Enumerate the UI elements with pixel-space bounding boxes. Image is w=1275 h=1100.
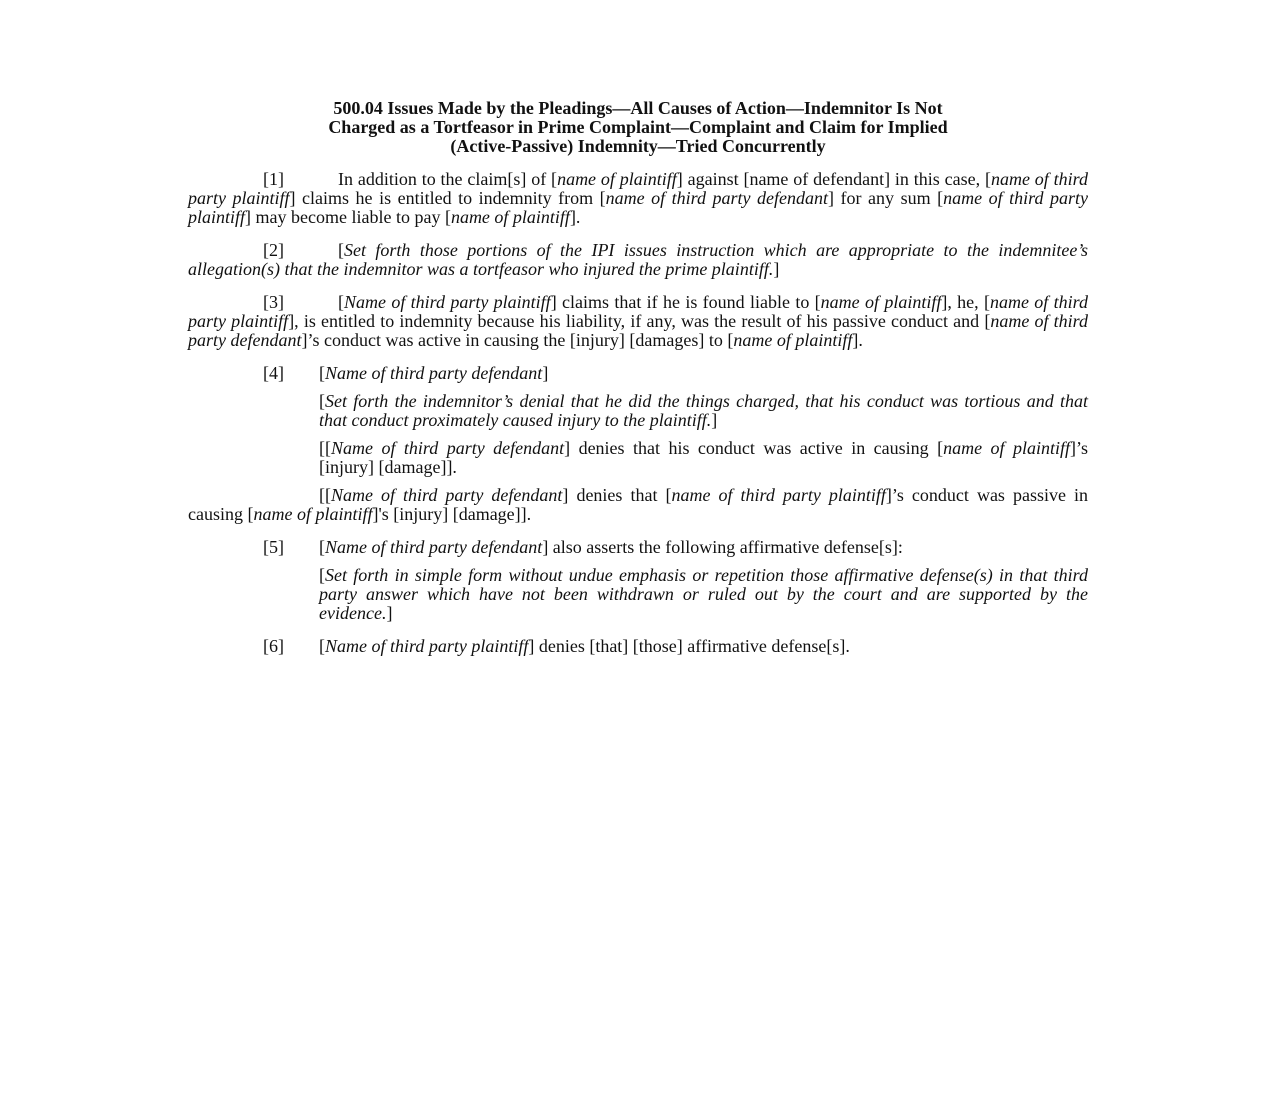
italic-text: name of plaintiff	[943, 438, 1070, 458]
text: ] claims he is entitled to indemnity from [	[289, 188, 606, 208]
title-line-2: Charged as a Tortfeasor in Prime Complaint—Complaint and Claim for Implied	[328, 117, 948, 137]
italic-text: name of third party plaintiff	[188, 188, 1088, 227]
document-title	[188, 99, 1088, 156]
paragraph-number: [1]	[263, 169, 284, 189]
text: ] claims that if he is found liable to [	[550, 292, 821, 312]
text: [[	[319, 485, 331, 505]
document-page	[188, 99, 1088, 670]
italic-text: name of third party plaintiff	[188, 292, 1088, 331]
italic-text: name of plaintiff	[820, 292, 942, 312]
text: [	[338, 292, 344, 312]
paragraph-3	[188, 293, 1088, 350]
text: ]	[773, 259, 780, 279]
paragraph-number: [2]	[263, 240, 284, 260]
paragraph-4-block-1	[319, 392, 1088, 430]
italic-text: name of third party defendant	[188, 311, 1089, 350]
text: ].	[569, 207, 581, 227]
text: ]’s [injury] [damage]].	[319, 438, 1088, 477]
text: [	[319, 363, 325, 383]
text: ] may become liable to pay [	[245, 207, 451, 227]
paragraph-1	[188, 170, 1088, 227]
italic-text: Name of third party plaintiff	[325, 636, 529, 656]
paragraph-number: [3]	[263, 292, 284, 312]
text: ] against [name of defendant] in this case, [	[676, 169, 991, 189]
text: [	[319, 636, 325, 656]
italic-text: name of plaintiff	[450, 207, 570, 227]
paragraph-4	[188, 364, 1088, 383]
paragraph-5	[188, 538, 1088, 557]
text: ].	[852, 330, 863, 350]
italic-text: Name of third party defendant	[331, 438, 565, 458]
text: [	[319, 537, 325, 557]
text: ]	[711, 410, 718, 430]
italic-text: name of plaintiff	[733, 330, 853, 350]
text: ], is entitled to indemnity because his liability, if any, was the result of his passive conduct and [	[288, 311, 991, 331]
italic-text: name of third party plaintiff	[671, 485, 886, 505]
text: ]'s [injury] [damage]].	[372, 504, 532, 524]
paragraph-number: [5]	[263, 537, 284, 557]
text: ] denies that his conduct was active in causing [	[564, 438, 944, 458]
text: [	[319, 391, 325, 411]
italic-text: Name of third party defendant	[325, 537, 543, 557]
paragraph-4-block-2	[319, 439, 1088, 477]
text: ] also asserts the following affirmative defense[s]:	[542, 537, 903, 557]
italic-text: name of third party defendant	[605, 188, 829, 208]
text: ] denies that [	[562, 485, 672, 505]
italic-text: name of third party plaintiff	[188, 169, 1088, 208]
text: ] for any sum [	[828, 188, 944, 208]
text: ]’s conduct was passive in causing [	[188, 485, 1088, 524]
italic-text: Name of third party defendant	[325, 363, 543, 383]
text: ] denies [that] [those] affirmative defense[s].	[528, 636, 850, 656]
italic-text: name of plaintiff	[253, 504, 373, 524]
text: ]	[542, 363, 549, 383]
italic-text: Set forth the indemnitor’s denial that he did the things charged, that his conduct was tortious and that that conduct proximately caused injury to the plaintiff.	[319, 391, 1088, 430]
text: [[	[319, 438, 331, 458]
text: ], he, [	[941, 292, 990, 312]
title-line-1: 500.04 Issues Made by the Pleadings—All Causes of Action—Indemnitor Is Not	[333, 98, 943, 118]
paragraph-number: [4]	[263, 363, 284, 383]
text: [	[338, 240, 344, 260]
italic-text: name of plaintiff	[557, 169, 677, 189]
paragraph-5-block-1	[319, 566, 1088, 623]
italic-text: Name of third party defendant	[331, 485, 563, 505]
paragraph-2	[188, 241, 1088, 279]
text: ]	[386, 603, 393, 623]
title-line-3: (Active-Passive) Indemnity—Tried Concurrently	[450, 136, 826, 156]
paragraph-6	[188, 637, 1088, 656]
italic-text: Name of third party plaintiff	[344, 292, 551, 312]
text: ]’s conduct was active in causing the [injury] [damages] to [	[301, 330, 734, 350]
text: In addition to the claim[s] of [	[338, 169, 558, 189]
italic-text: Set forth those portions of the IPI issues instruction which are appropriate to the indemnitee’s allegation(s) that the indemnitor was a tortfeasor who injured the prime plaintiff.	[188, 240, 1088, 279]
text: [	[319, 565, 325, 585]
paragraph-4-block-3	[188, 486, 1088, 524]
italic-text: Set forth in simple form without undue emphasis or repetition those affirmative defense(s) in that third party answer which have not been withdrawn or ruled out by the court and are supported by the evidence.	[319, 565, 1088, 623]
paragraph-number: [6]	[263, 636, 284, 656]
